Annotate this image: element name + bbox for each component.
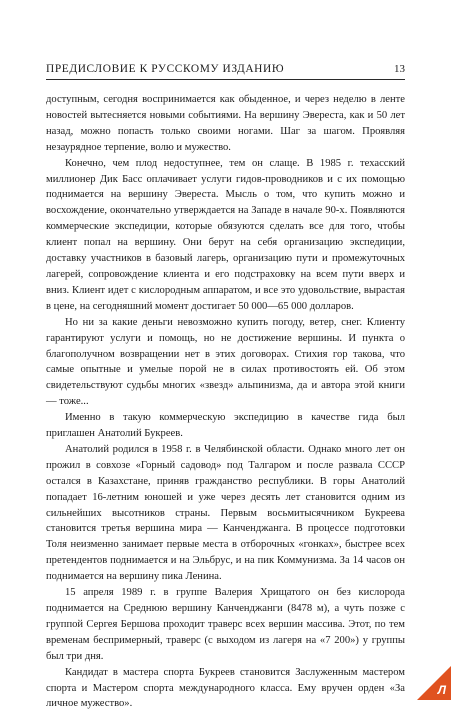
chapter-title: ПРЕДИСЛОВИЕ К РУССКОМУ ИЗДАНИЮ <box>46 63 285 75</box>
publisher-logo-letter: Л <box>437 683 446 697</box>
paragraph: Но ни за какие деньги невозможно купить погоду, ветер, снег. Клиенту гарантируют услуги и помощь, но не достижение вершины. И пункта о благополучном возвращении нет в этих договорах. Стихия гор такова, что самые опытные и умелые порой не в силах противостоять ей. Об этом свидетельствуют судьбы многих «звезд» альпинизма, да и автора этой книги — тоже... <box>46 316 405 408</box>
paragraph: Конечно, чем плод недоступнее, тем он слаще. В 1985 г. техасский миллионер Дик Басс оплачивает услуги гидов-проводников и с их помощью поднимается на вершину Эвереста. Мысль о том, что купить можно и восхождение, окончательно утверждается на Западе в начале 90-х. Появляются коммерческие экспедиции, которые обязуются сделать все для того, чтобы клиент попал на вершину. Они берут на себя организацию экспедиции, доставку участников в базовый лагерь, организацию пути и промежуточных лагерей, сопровождение клиента и его подстраховку на всем пути вверх и вниз. Клиент идет с кислородным аппаратом, и все это удовольствие, вырастая в цене, на сегодняшний момент достигает 50 000—65 000 долларов. <box>46 157 405 312</box>
paragraph: 15 апреля 1989 г. в группе Валерия Хрищатого он без кислорода поднимается на Среднюю вершину Канченджанги (8478 м), а чуть позже с группой Сергея Бершова проходит траверс всех вершин массива. Этот, по тем временам беспримерный, траверс (с выходом из лагеря на «7 200») у группы был три дня. <box>46 587 405 662</box>
paragraph: доступным, сегодня воспринимается как обыденное, и через неделю в ленте новостей вытесняется новыми событиями. На вершину Эвереста, как и 50 лет назад, можно попасть только своими ногами. Шаг за шагом. Проявляя незаурядное терпение, волю и мужество. <box>46 94 405 153</box>
paragraph: Именно в такую коммерческую экспедицию в качестве гида был приглашен Анатолий Букреев. <box>46 412 405 440</box>
running-head <box>46 63 405 75</box>
paragraph: Кандидат в мастера спорта Букреев становится Заслуженным мастером спорта и Мастером спорта международного класса. Ему вручен орден «За личное мужество». <box>46 666 405 710</box>
paragraph: Анатолий родился в 1958 г. в Челябинской области. Однако много лет он прожил в совхозе «Горный садовод» под Талгаром и после развала СССР остался в Казахстане, приняв гражданство республики. В горы Анатолий попадает 16-летним юношей и уже через десять лет становится одним из сильнейших высотников страны. Первым восьмитысячником Букреева становится третья вершина мира — Канченджанга. В процессе подготовки Толя неизменно занимает первые места в отборочных «гонках», быстрее всех претендентов поднимается и на Эльбрус, и на пик Коммунизма. За 14 часов он поднимается на вершину пика Ленина. <box>46 443 405 583</box>
page-number: 13 <box>394 63 405 75</box>
header-rule <box>46 79 405 80</box>
body-text <box>46 92 405 712</box>
